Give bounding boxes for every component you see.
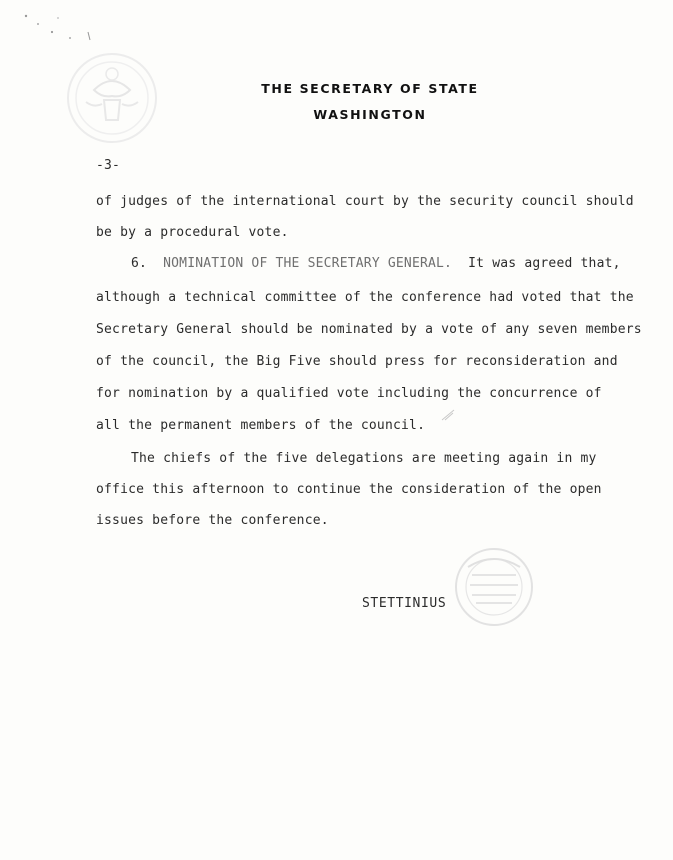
paper-specks-icon (18, 10, 98, 50)
body-line: issues before the conference. (96, 513, 329, 528)
body-line: be by a procedural vote. (96, 225, 289, 240)
signature: STETTINIUS (362, 596, 447, 611)
body-line: of the council, the Big Five should press for reconsideration and (96, 354, 618, 369)
body-line: although a technical committee of the conference had voted that the (96, 290, 634, 305)
letterhead-city: WASHINGTON (313, 107, 427, 122)
body-line: for nomination by a qualified vote including the concurrence of (96, 386, 602, 401)
body-line: The chiefs of the five delegations are meeting again in my (131, 451, 597, 466)
body-line: Secretary General should be nominated by a vote of any seven members (96, 322, 642, 337)
section-heading: NOMINATION OF THE SECRETARY GENERAL. (163, 256, 453, 271)
letterhead-title: THE SECRETARY OF STATE (261, 81, 479, 96)
pencil-mark-icon (440, 408, 456, 422)
body-line: office this afternoon to continue the consideration of the open (96, 482, 602, 497)
section-text: It was agreed that, (468, 256, 621, 271)
great-seal-emboss-icon (64, 50, 160, 146)
archive-received-stamp-icon (452, 545, 536, 629)
body-line: all the permanent members of the council. (96, 418, 426, 433)
letterhead (240, 80, 500, 124)
page-number: -3- (96, 158, 121, 173)
section-6-line (131, 256, 621, 271)
section-number: 6. (131, 256, 148, 271)
body-line: of judges of the international court by the security council should (96, 194, 634, 209)
